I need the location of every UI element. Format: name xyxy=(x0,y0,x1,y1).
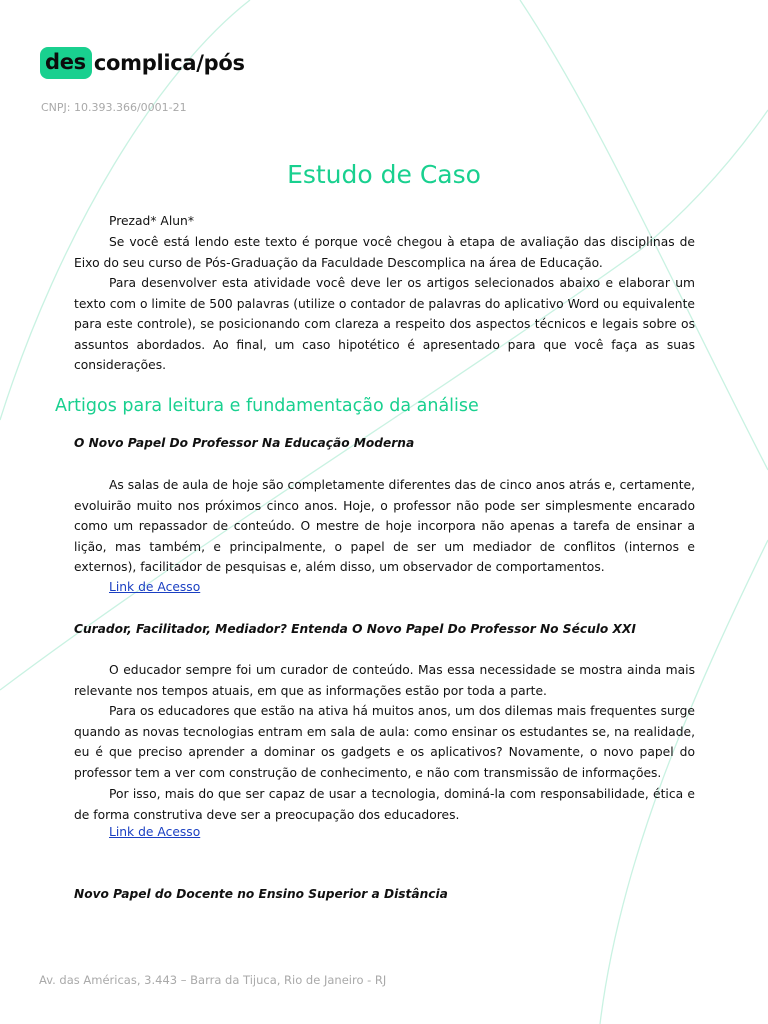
article-2-link[interactable]: Link de Acesso xyxy=(109,825,201,839)
intro-paragraph-1: Se você está lendo este texto é porque você chegou à etapa de avaliação das disciplinas de Eixo do seu curso de Pós-Graduação da Faculdade Descomplica na área de Educação. xyxy=(74,235,695,270)
article-2-paragraph-2: Para os educadores que estão na ativa há muitos anos, um dos dilemas mais frequentes surge quando as novas tecnologias entram em sala de aula: como ensinar os estudantes se, na realidade, eu é que preciso aprender a dominar os gadgets e os aplicativos? Novamente, o novo papel do professor tem a ver com construção de conhecimento, e não com transmissão de informações. xyxy=(74,704,695,780)
article-title-2: Curador, Facilitador, Mediador? Entenda O Novo Papel Do Professor No Século XXI xyxy=(74,622,636,636)
logo-highlight: des xyxy=(40,47,92,79)
article-title-1: O Novo Papel Do Professor Na Educação Moderna xyxy=(74,436,415,450)
article-1-link[interactable]: Link de Acesso xyxy=(109,580,201,594)
section-heading: Artigos para leitura e fundamentação da análise xyxy=(55,396,479,416)
article-2-paragraph-1: O educador sempre foi um curador de conteúdo. Mas essa necessidade se mostra ainda mais relevante nos tempos atuais, em que as informações estão por toda a parte. xyxy=(74,663,695,698)
article-title-3: Novo Papel do Docente no Ensino Superior a Distância xyxy=(74,887,448,901)
article-1-paragraph: As salas de aula de hoje são completamente diferentes das de cinco anos atrás e, certamente, evoluirão muito nos próximos cinco anos. Hoje, o professor não pode ser simplesmente encarado como um repassador de conteúdo. O mestre de hoje incorpora não apenas a tarefa de ensinar a lição, mas também, e principalmente, o papel de ser um mediador de conflitos (internos e externos), facilitador de pesquisas e, além disso, um observador de comportamentos. xyxy=(74,478,695,575)
greeting: Prezad* Alun* xyxy=(109,214,194,228)
article-2-paragraph-3: Por isso, mais do que ser capaz de usar a tecnologia, dominá-la com responsabilidade, ética e de forma construtiva deve ser a preocupação dos educadores. xyxy=(74,787,695,822)
descomplica-pos-logo xyxy=(40,46,245,80)
logo-text: complica/pós xyxy=(93,51,245,75)
cnpj-text: CNPJ: 10.393.366/0001-21 xyxy=(41,101,187,114)
intro-paragraph-2: Para desenvolver esta atividade você deve ler os artigos selecionados abaixo e elaborar um texto com o limite de 500 palavras (utilize o contador de palavras do aplicativo Word ou equivalente para este controle), se posicionando com clareza a respeito dos aspectos técnicos e legais sobre os assuntos abordados. Ao final, um caso hipotético é apresentado para que você faça as suas considerações. xyxy=(74,276,695,373)
page-title: Estudo de Caso xyxy=(287,160,481,189)
footer-address: Av. das Américas, 3.443 – Barra da Tijuca, Rio de Janeiro - RJ xyxy=(39,973,387,987)
